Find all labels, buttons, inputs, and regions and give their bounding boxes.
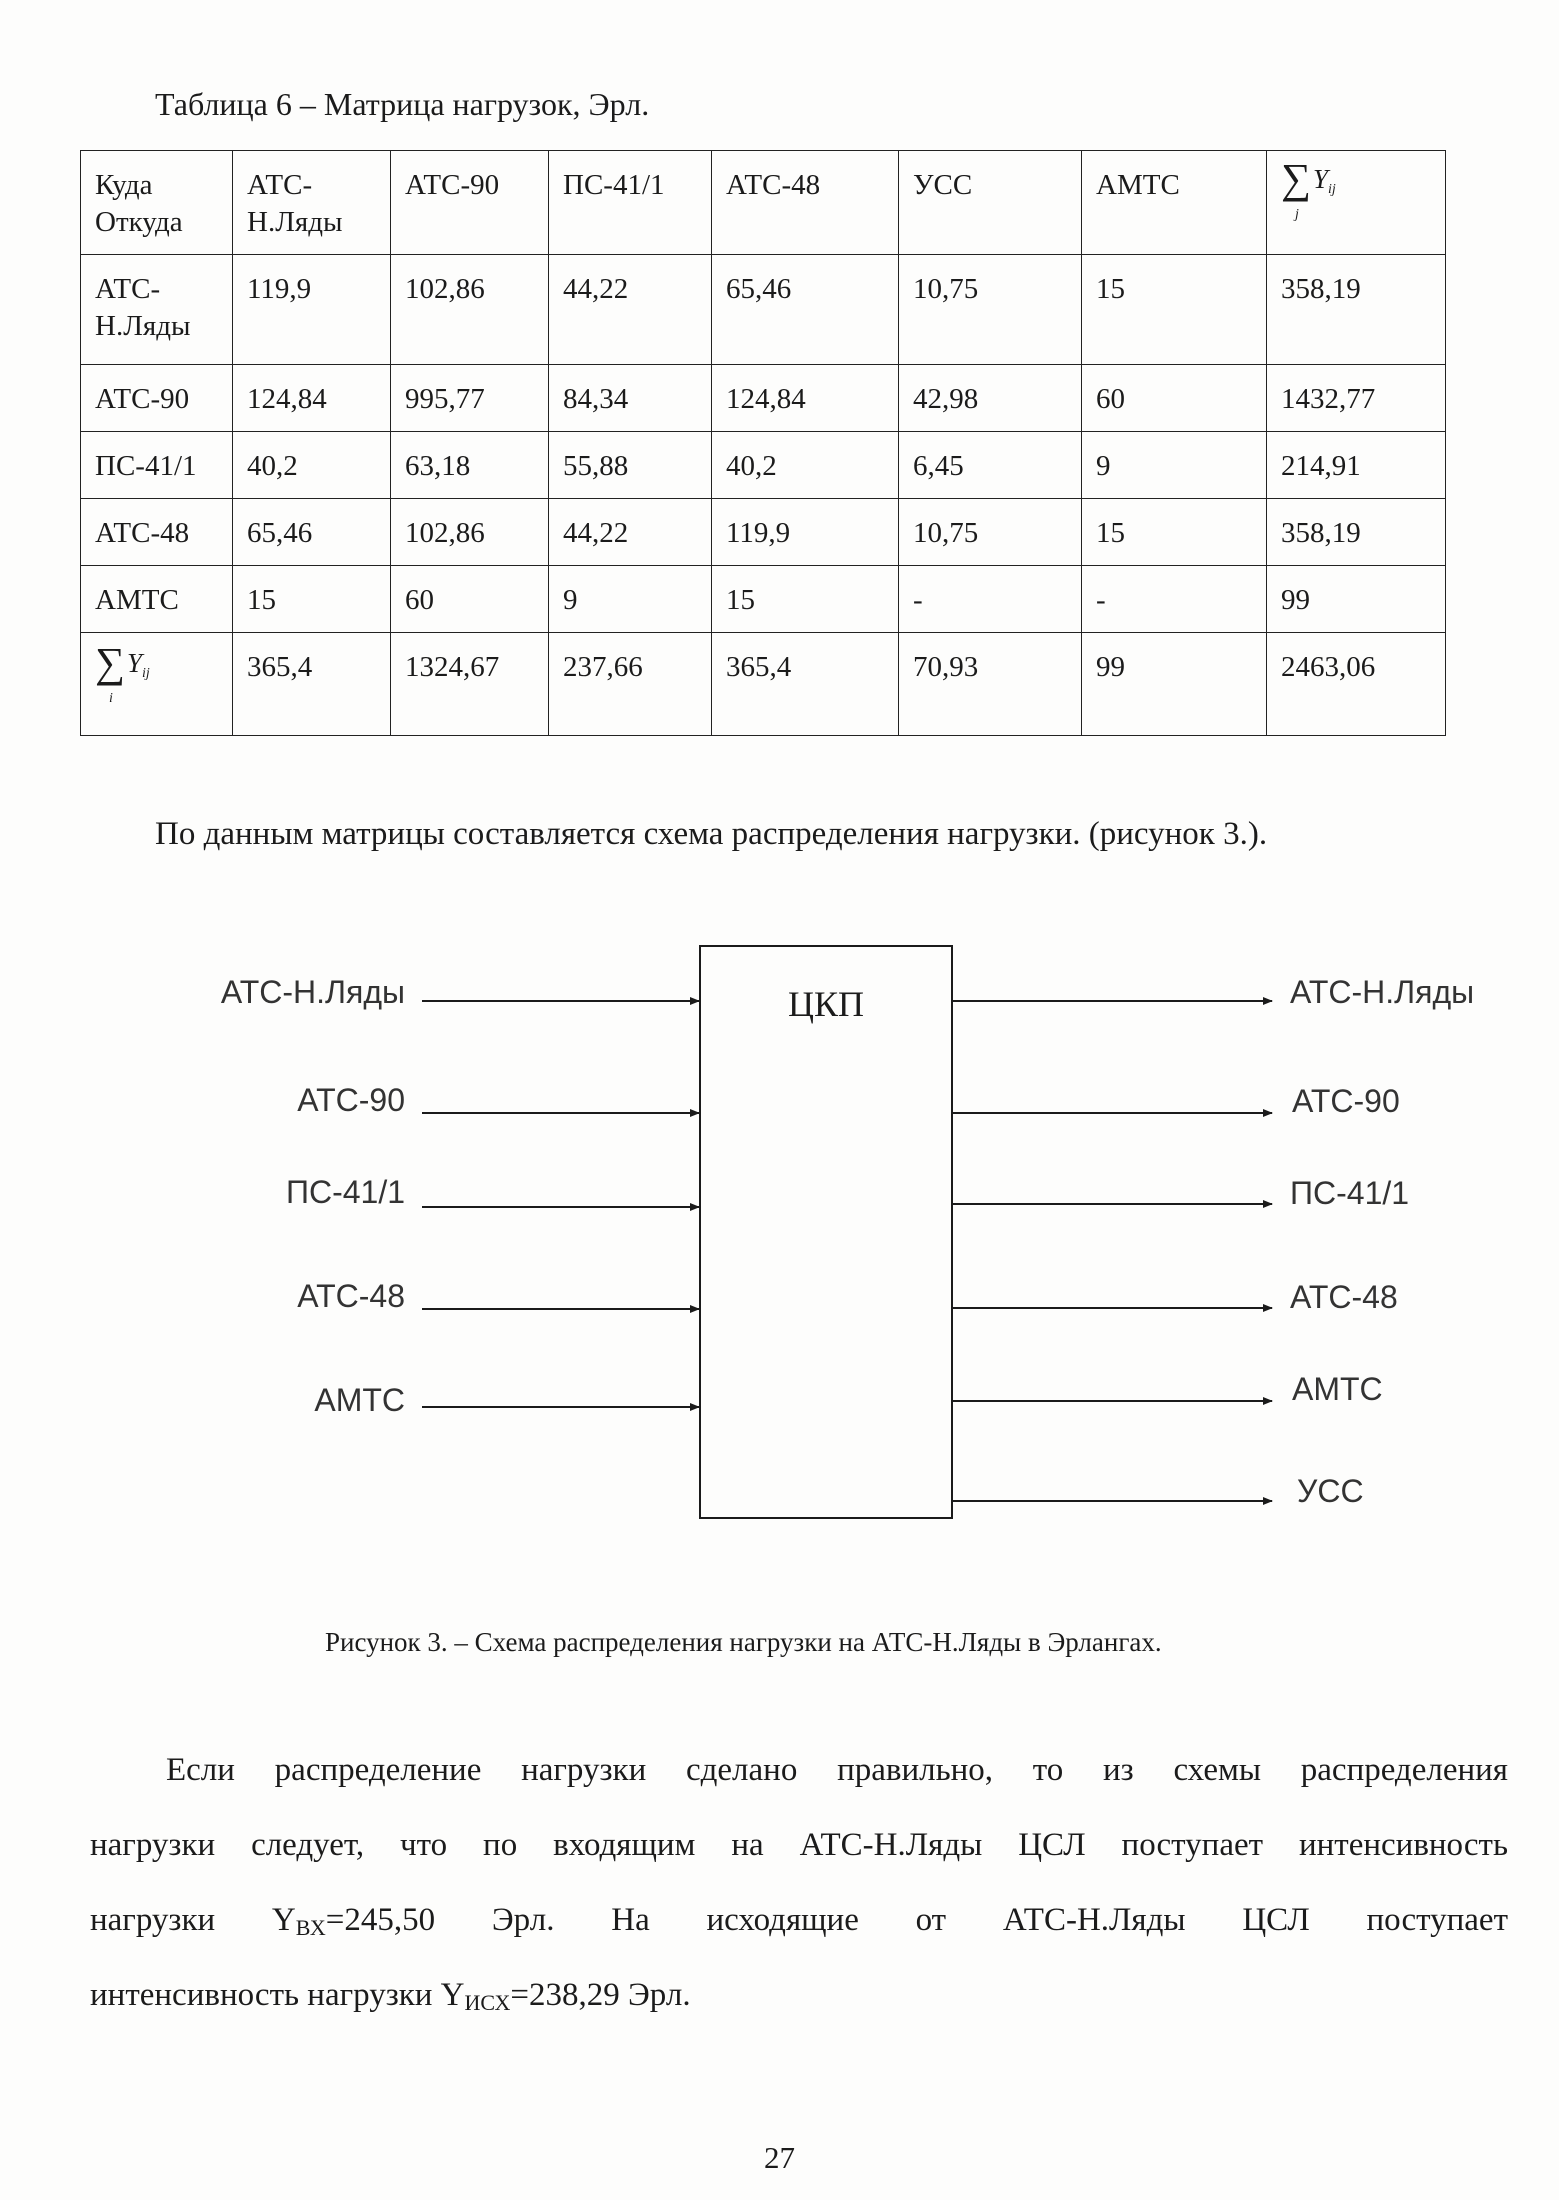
input-line-ps-41-1 bbox=[286, 1174, 699, 1210]
sum-sigma: ∑ bbox=[1281, 156, 1311, 203]
table-cell: 119,9 bbox=[233, 255, 391, 365]
row-label: АМТС bbox=[81, 566, 233, 633]
table-header-row bbox=[81, 151, 1446, 255]
table-cell: 124,84 bbox=[712, 365, 899, 432]
sum-row-label bbox=[81, 633, 233, 736]
sum-sigma: ∑ bbox=[95, 640, 125, 687]
table-sum-row bbox=[81, 633, 1446, 736]
table-cell: 15 bbox=[1082, 255, 1267, 365]
input-label: АТС-48 bbox=[297, 1278, 405, 1314]
body-line bbox=[90, 1883, 1508, 1958]
figure-caption: Рисунок 3. – Схема распределения нагрузки на АТС-Н.Ляды в Эрлангах. bbox=[325, 1627, 1162, 1657]
table-cell: 9 bbox=[549, 566, 712, 633]
table-row bbox=[81, 499, 1446, 566]
table-cell: 995,77 bbox=[391, 365, 549, 432]
table-cell: 42,98 bbox=[899, 365, 1082, 432]
table-row bbox=[81, 365, 1446, 432]
table-cell-sum: 2463,06 bbox=[1267, 633, 1446, 736]
table-cell-sum: 1432,77 bbox=[1267, 365, 1446, 432]
table-cell: 60 bbox=[391, 566, 549, 633]
page-number: 27 bbox=[764, 2140, 795, 2175]
ckp-label: ЦКП bbox=[787, 984, 865, 1024]
input-line-atc-48 bbox=[297, 1278, 699, 1314]
table-cell: 124,84 bbox=[233, 365, 391, 432]
load-distribution-diagram bbox=[0, 930, 1559, 1590]
output-label: ПС-41/1 bbox=[1290, 1175, 1410, 1211]
row-label: АТС-90 bbox=[81, 365, 233, 432]
input-line-atc-90 bbox=[297, 1082, 699, 1118]
table-cell: - bbox=[1082, 566, 1267, 633]
row-label: ПС-41/1 bbox=[81, 432, 233, 499]
table-cell: 119,9 bbox=[712, 499, 899, 566]
table-cell: 10,75 bbox=[899, 499, 1082, 566]
row-label: АТС- Н.Ляды bbox=[81, 255, 233, 365]
body-text-run: =245,50 Эрл. На исходящие от АТС-Н.Ляды ЦСЛ поступает bbox=[325, 1902, 1508, 1938]
header-corner: Куда Откуда bbox=[81, 151, 233, 255]
table-cell-sum: 214,91 bbox=[1267, 432, 1446, 499]
body-paragraph bbox=[90, 1733, 1508, 2033]
table-cell: 10,75 bbox=[899, 255, 1082, 365]
table-cell: 70,93 bbox=[899, 633, 1082, 736]
table-cell: 65,46 bbox=[233, 499, 391, 566]
header-col-ps-41-1: ПС-41/1 bbox=[549, 151, 712, 255]
output-label: АТС-Н.Ляды bbox=[1290, 974, 1475, 1010]
body-text-run: =238,29 Эрл. bbox=[510, 1977, 691, 2013]
output-label: АТС-90 bbox=[1292, 1083, 1400, 1119]
body-line: нагрузки следует, что по входящим на АТС-Н.Ляды ЦСЛ поступает интенсивность bbox=[90, 1827, 1508, 1863]
input-label: АТС-Н.Ляды bbox=[220, 974, 405, 1010]
body-line bbox=[90, 1958, 1508, 2033]
sum-y-sub: ij bbox=[141, 665, 150, 681]
table-cell: 40,2 bbox=[712, 432, 899, 499]
input-label: ПС-41/1 bbox=[285, 1174, 405, 1210]
input-label: АТС-90 bbox=[297, 1082, 405, 1118]
header-col-atc-nlyady: АТС- Н.Ляды bbox=[233, 151, 391, 255]
output-label: АМТС bbox=[1292, 1371, 1383, 1407]
header-col-ucc: УСС bbox=[899, 151, 1082, 255]
table-cell: 65,46 bbox=[712, 255, 899, 365]
header-col-amtc: АМТС bbox=[1082, 151, 1267, 255]
table-cell: 1324,67 bbox=[391, 633, 549, 736]
output-label: УСС bbox=[1297, 1473, 1364, 1509]
table-row bbox=[81, 432, 1446, 499]
table-cell: 102,86 bbox=[391, 255, 549, 365]
sum-index: j bbox=[1295, 206, 1299, 222]
table-cell: 44,22 bbox=[549, 499, 712, 566]
table-cell: 99 bbox=[1082, 633, 1267, 736]
table-cell: 9 bbox=[1082, 432, 1267, 499]
output-line-ps-41-1 bbox=[953, 1175, 1409, 1211]
header-col-atc-90: АТС-90 bbox=[391, 151, 549, 255]
y-subscript: ВХ bbox=[295, 1915, 326, 1940]
table-cell: 365,4 bbox=[712, 633, 899, 736]
table-cell-sum: 99 bbox=[1267, 566, 1446, 633]
header-col-atc-48: АТС-48 bbox=[712, 151, 899, 255]
ckp-block bbox=[700, 946, 952, 1518]
table-cell: 15 bbox=[233, 566, 391, 633]
table-cell: 44,22 bbox=[549, 255, 712, 365]
output-line-ucc bbox=[953, 1473, 1364, 1509]
row-label: АТС-48 bbox=[81, 499, 233, 566]
table-row bbox=[81, 566, 1446, 633]
input-line-atc-nlyady bbox=[221, 974, 699, 1010]
table-cell: - bbox=[899, 566, 1082, 633]
table-cell: 40,2 bbox=[233, 432, 391, 499]
input-line-amtc bbox=[314, 1382, 699, 1418]
sum-y-sub: ij bbox=[1327, 181, 1336, 197]
table-caption: Таблица 6 – Матрица нагрузок, Эрл. bbox=[155, 86, 650, 122]
table-cell: 55,88 bbox=[549, 432, 712, 499]
sum-index: i bbox=[109, 690, 113, 706]
table-cell: 84,34 bbox=[549, 365, 712, 432]
header-col-sum bbox=[1267, 151, 1446, 255]
table-cell: 63,18 bbox=[391, 432, 549, 499]
table-cell: 15 bbox=[1082, 499, 1267, 566]
sum-y: Y bbox=[126, 647, 142, 678]
output-label: АТС-48 bbox=[1290, 1279, 1398, 1315]
body-line: Если распределение нагрузки сделано правильно, то из схемы распределения bbox=[166, 1752, 1508, 1788]
output-line-amtc bbox=[953, 1371, 1383, 1407]
body-text-run: нагрузки Y bbox=[90, 1902, 296, 1938]
y-subscript: ИСХ bbox=[464, 1990, 511, 2015]
sum-y: Y bbox=[1312, 163, 1328, 194]
intro-paragraph: По данным матрицы составляется схема распределения нагрузки. (рисунок 3.). bbox=[155, 816, 1268, 852]
table-row bbox=[81, 255, 1446, 365]
output-line-atc-90 bbox=[953, 1083, 1400, 1119]
input-label: АМТС bbox=[314, 1382, 405, 1418]
table-cell: 6,45 bbox=[899, 432, 1082, 499]
table-cell: 15 bbox=[712, 566, 899, 633]
table-cell-sum: 358,19 bbox=[1267, 499, 1446, 566]
output-line-atc-nlyady bbox=[953, 974, 1474, 1010]
output-line-atc-48 bbox=[953, 1279, 1398, 1315]
table-cell-sum: 358,19 bbox=[1267, 255, 1446, 365]
body-text-run: интенсивность нагрузки Y bbox=[90, 1977, 465, 2013]
load-matrix-table bbox=[80, 150, 1446, 736]
table-cell: 102,86 bbox=[391, 499, 549, 566]
table-cell: 60 bbox=[1082, 365, 1267, 432]
table-cell: 237,66 bbox=[549, 633, 712, 736]
table-cell: 365,4 bbox=[233, 633, 391, 736]
